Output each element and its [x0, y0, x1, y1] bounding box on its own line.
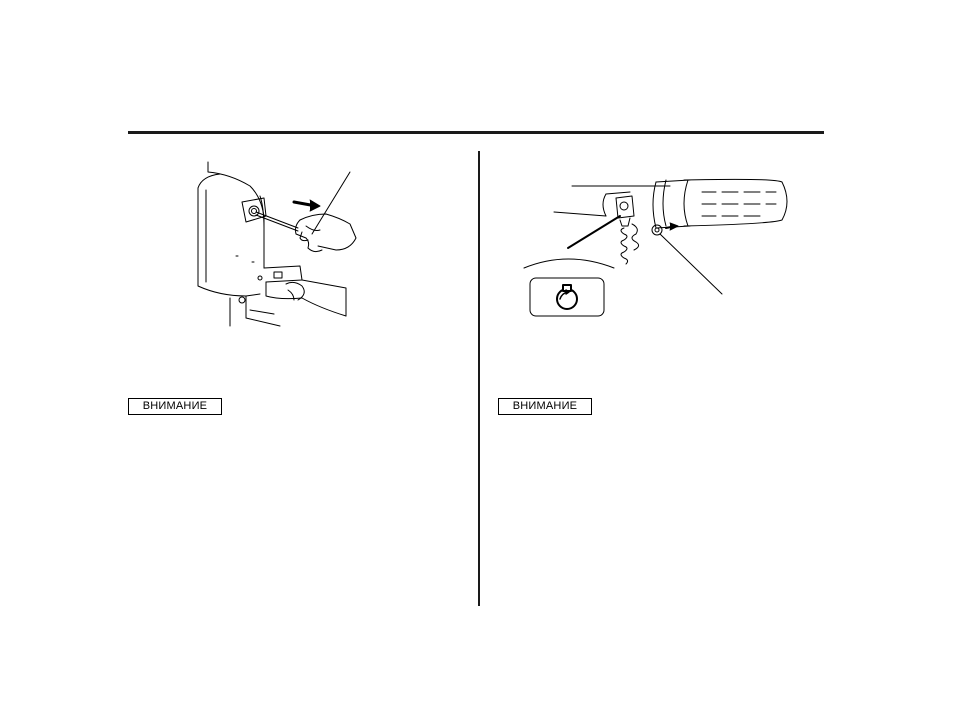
column-divider: [478, 151, 480, 606]
warning-badge-right: ВНИМАНИЕ: [498, 398, 592, 415]
outboard-motor-illustration: [190, 158, 360, 328]
warning-badge-left: ВНИМАНИЕ: [128, 398, 222, 415]
header-rule: [128, 131, 824, 134]
tiller-handle-illustration: [520, 168, 790, 320]
